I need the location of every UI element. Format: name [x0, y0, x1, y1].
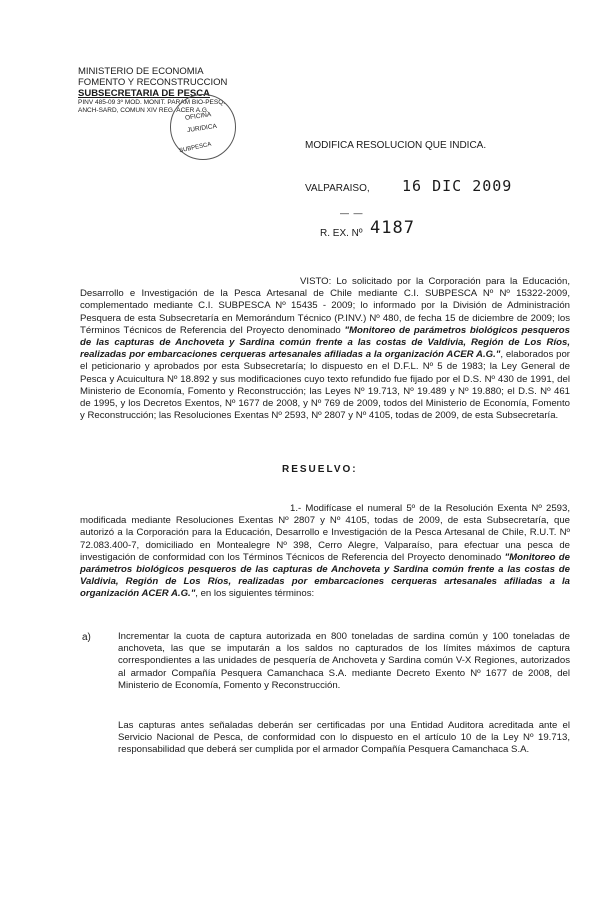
stamp-text-top: OFICINA	[184, 111, 212, 122]
ministry-name: MINISTERIO DE ECONOMIA	[78, 66, 204, 77]
resolution-number-label: R. EX. Nº	[320, 228, 363, 239]
ministry-subname: FOMENTO Y RECONSTRUCCION	[78, 77, 228, 88]
reference-code-line2: ANCH-SARD, COMUN XIV REG. ACER A.G.	[78, 106, 209, 114]
legal-office-stamp	[170, 94, 236, 160]
resolution-number: 4187	[370, 218, 415, 238]
visto-paragraph	[80, 276, 570, 422]
stamp-text-middle: JURIDICA	[186, 122, 218, 135]
stamp-text-bottom: SUBPESCA	[178, 141, 212, 155]
section-1-paragraph	[80, 503, 570, 601]
reference-code-line1: PINV 485-09 3º MOD. MONIT. PARAM BIO-PESQ.	[78, 99, 226, 106]
document-subject: MODIFICA RESOLUCION QUE INDICA.	[305, 140, 487, 151]
date-stamp: 16 DIC 2009	[402, 177, 513, 195]
item-a-label: a)	[82, 632, 91, 643]
certification-paragraph: Las capturas antes señaladas deberán ser certificadas por una Entidad Auditora acreditada ante el Servicio Nacional de Pesca, de conformidad con lo dispuesto en el artículo 10 de la Ley Nº 19.713, responsabilidad que deberá ser cumplida por el armador Compañía Pesquera Camanchaca S.A.	[118, 720, 570, 756]
place-label: VALPARAISO,	[305, 183, 370, 194]
resuelvo-heading: RESUELVO:	[282, 464, 358, 475]
visto-text-2: , elaborados por el peticionario y aprobados por esta Subsecretaría; lo dispuesto en el D.F.L. Nº 5 de 1983; la Ley General de Pesca y Acuicultura Nº 18.892 y sus modificaciones cuyo texto refundido fue fijado por el D.S. Nº 430 de 1991, del Ministerio de Economía, Fomento y Reconstrucción; las Leyes Nº 19.713, Nº 19.489 y Nº 19.880; el D.S. Nº 461 de 1995, y los Decretos Exentos, Nº 1677 de 2008, y Nº 769 de 2009, todos del Ministerio de Economía, Fomento y Reconstrucción; las Resoluciones Exentas Nº 2593, Nº 2807 y Nº 4105, todas de 2009, de esta Subsecretaría.	[80, 349, 570, 422]
visto-project-title: "Monitoreo de parámetros biológicos pesqueros de las capturas de Anchoveta y Sardina común frente a las costas de Valdivia, Región de Los Ríos, realizadas por embarcaciones cerqueras artesanales afiliadas a la organización ACER A.G."	[80, 324, 570, 361]
item-a-paragraph: Incrementar la cuota de captura autorizada en 800 toneladas de sardina común y 100 toneladas de anchoveta, las que se imputarán a los saldos no capturados de los límites máximos de captura correspondientes a las unidades de pesquería de Anchoveta y Sardina común V-X Regiones, autorizados al armador Compañía Pesquera Camanchaca S.A. mediante Decreto Exento Nº 1677 de 2008, del Ministerio de Economía, Fomento y Reconstrucción.	[118, 631, 570, 691]
subsecretaria-name: SUBSECRETARIA DE PESCA	[78, 88, 210, 99]
section-1-text-1: 1.- Modifícase el numeral 5º de la Resolución Exenta Nº 2593, modificada mediante Resoluciones Exentas Nº 2807 y Nº 4105, todas de 2009, de esta Subsecretaría, que autorizó a la Corporación para la Educación, Desarrollo e Investigación de la Pesca Artesanal de Chile, R.U.T. Nº 72.083.400-7, domiciliado en Montealegre Nº 398, Cerro Alegre, Valparaíso, para efectuar una pesca de investigación de conformidad con los Términos Técnicos de Referencia del Proyecto denominado	[80, 503, 570, 563]
section-1-text-2: , en los siguientes términos:	[195, 588, 315, 600]
section-1-project-title: "Monitoreo de parámetros biológicos pesqueros de las capturas de Anchoveta y Sardina común frente a las costas de Valdivia, Región de Los Ríos, realizadas por embarcaciones cerqueras artesanales afiliadas a la organización ACER A.G."	[80, 551, 570, 600]
dash-marks: — —	[340, 208, 364, 218]
visto-text-1: VISTO: Lo solicitado por la Corporación para la Educación, Desarrollo e Investigación de la Pesca Artesanal de Chile mediante C.I. SUBPESCA Nº Nº 15322-2009, complementado mediante C.I. SUBPESCA Nº 15435 - 2009; lo informado por la División de Administración Pesquera de esta Subsecretaría en Memorándum Técnico (P.INV.) Nº 480, de fecha 15 de diciembre de 2009; los Términos Técnicos de Referencia del Proyecto denominado	[80, 276, 570, 336]
